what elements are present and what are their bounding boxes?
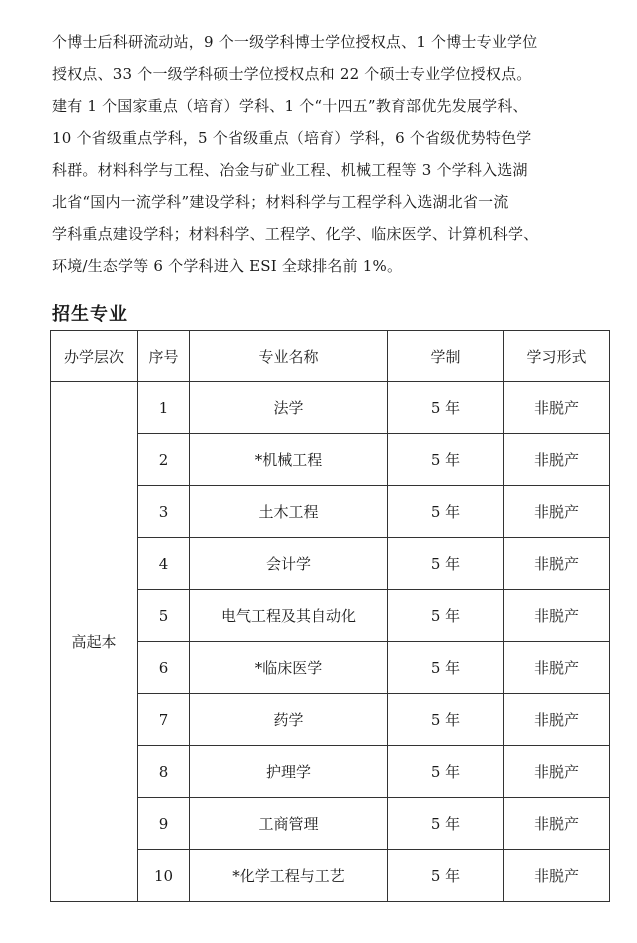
row-study-mode: 非脱产 <box>504 642 610 694</box>
row-duration: 5 年 <box>388 486 504 538</box>
intro-paragraph <box>52 26 612 282</box>
row-duration: 5 年 <box>388 434 504 486</box>
row-study-mode: 非脱产 <box>504 434 610 486</box>
row-study-mode: 非脱产 <box>504 382 610 434</box>
row-duration: 5 年 <box>388 694 504 746</box>
row-number: 10 <box>138 850 190 902</box>
header-duration: 学制 <box>388 331 504 382</box>
header-number: 序号 <box>138 331 190 382</box>
row-major-name: 土木工程 <box>190 486 388 538</box>
row-major-name: 电气工程及其自动化 <box>190 590 388 642</box>
row-number: 8 <box>138 746 190 798</box>
intro-line: 北省“国内一流学科”建设学科；材料科学与工程学科入选湖北省一流 <box>52 193 509 211</box>
row-major-name: *临床医学 <box>190 642 388 694</box>
row-duration: 5 年 <box>388 746 504 798</box>
table-header-row <box>51 331 610 382</box>
row-study-mode: 非脱产 <box>504 850 610 902</box>
row-study-mode: 非脱产 <box>504 798 610 850</box>
row-duration: 5 年 <box>388 538 504 590</box>
row-major-name: 会计学 <box>190 538 388 590</box>
row-duration: 5 年 <box>388 798 504 850</box>
header-study-mode: 学习形式 <box>504 331 610 382</box>
row-study-mode: 非脱产 <box>504 746 610 798</box>
row-major-name: *化学工程与工艺 <box>190 850 388 902</box>
row-number: 5 <box>138 590 190 642</box>
row-number: 4 <box>138 538 190 590</box>
header-major-name: 专业名称 <box>190 331 388 382</box>
row-number: 3 <box>138 486 190 538</box>
row-number: 2 <box>138 434 190 486</box>
row-number: 7 <box>138 694 190 746</box>
row-study-mode: 非脱产 <box>504 590 610 642</box>
level-cell: 高起本 <box>51 382 138 902</box>
intro-line: 10 个省级重点学科，5 个省级重点（培育）学科，6 个省级优势特色学 <box>52 129 532 147</box>
table-row <box>51 382 610 434</box>
row-duration: 5 年 <box>388 590 504 642</box>
header-level: 办学层次 <box>51 331 138 382</box>
majors-table <box>50 330 610 902</box>
row-study-mode: 非脱产 <box>504 538 610 590</box>
row-number: 6 <box>138 642 190 694</box>
intro-line: 科群。材料科学与工程、冶金与矿业工程、机械工程等 3 个学科入选湖 <box>52 161 528 179</box>
row-number: 1 <box>138 382 190 434</box>
row-major-name: *机械工程 <box>190 434 388 486</box>
row-major-name: 工商管理 <box>190 798 388 850</box>
intro-line: 授权点、33 个一级学科硕士学位授权点和 22 个硕士专业学位授权点。 <box>52 65 532 83</box>
section-title: 招生专业 <box>52 304 128 325</box>
intro-line: 建有 1 个国家重点（培育）学科、1 个“十四五”教育部优先发展学科、 <box>52 97 528 115</box>
row-major-name: 护理学 <box>190 746 388 798</box>
row-major-name: 药学 <box>190 694 388 746</box>
row-duration: 5 年 <box>388 850 504 902</box>
row-major-name: 法学 <box>190 382 388 434</box>
row-duration: 5 年 <box>388 382 504 434</box>
row-number: 9 <box>138 798 190 850</box>
row-duration: 5 年 <box>388 642 504 694</box>
intro-line: 学科重点建设学科；材料科学、工程学、化学、临床医学、计算机科学、 <box>52 225 539 243</box>
intro-line: 环境/生态学等 6 个学科进入 ESI 全球排名前 1%。 <box>52 257 403 275</box>
row-study-mode: 非脱产 <box>504 694 610 746</box>
row-study-mode: 非脱产 <box>504 486 610 538</box>
intro-line: 个博士后科研流动站，9 个一级学科博士学位授权点、1 个博士专业学位 <box>52 33 538 51</box>
